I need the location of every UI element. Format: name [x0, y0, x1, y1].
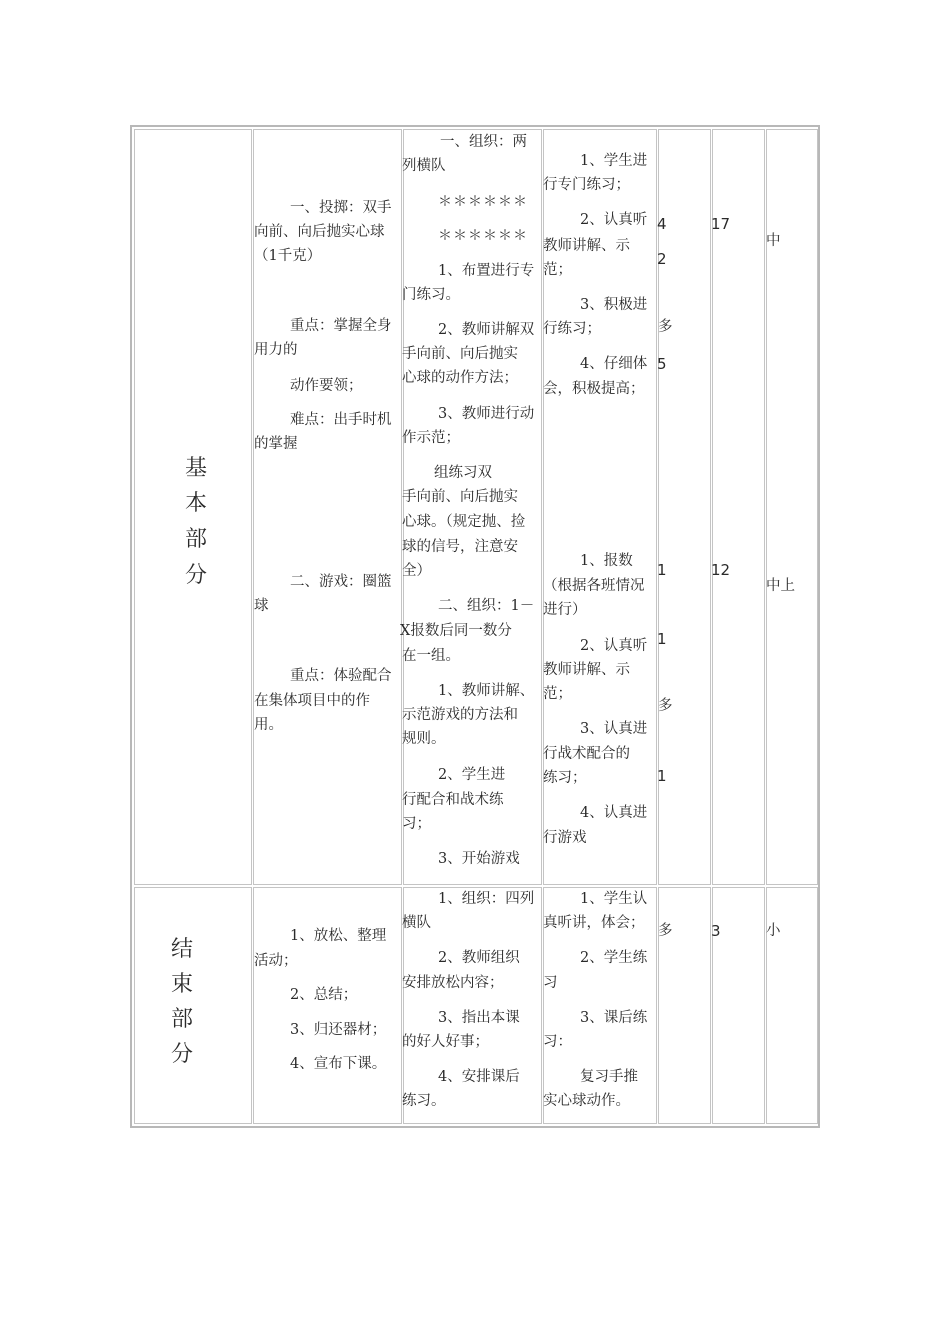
teacher-line: 手向前、向后抛实: [402, 346, 518, 362]
teacher-line: 心球的动作方法；: [402, 370, 518, 386]
time-value: 3: [711, 922, 721, 940]
teacher-line: 3、开始游戏: [438, 851, 520, 867]
student-line: 实心球动作。: [543, 1093, 630, 1109]
teacher-line: 4、安排课后: [438, 1069, 520, 1085]
teacher-line: 作示范；: [402, 430, 460, 446]
count-value: 1: [657, 561, 667, 579]
teacher-line: 的好人好事；: [402, 1034, 489, 1050]
count-value: 2: [657, 250, 667, 268]
student-line: 范；: [543, 262, 572, 278]
count-value: 多: [658, 698, 673, 714]
time-value: 12: [711, 561, 731, 579]
content-line: 4、宣布下课。: [290, 1056, 387, 1072]
content-line: （1千克）: [254, 248, 322, 264]
section-label-char: 部: [170, 1007, 193, 1032]
student-line: 教师讲解、示: [543, 662, 630, 678]
row1-time-cell: [712, 129, 765, 885]
student-line: 3、积极进: [580, 297, 648, 313]
content-line: 重点：掌握全身: [290, 318, 392, 334]
student-line: 行专门练习；: [543, 177, 630, 193]
content-line: 2、总结；: [290, 987, 358, 1003]
section-label-char: 本: [184, 491, 207, 516]
time-value: 17: [711, 215, 731, 233]
student-line: 行练习；: [543, 321, 601, 337]
student-line: 范；: [543, 686, 572, 702]
student-line: 习：: [543, 1034, 572, 1050]
content-line: 难点：出手时机: [290, 412, 392, 428]
count-value: 1: [657, 630, 667, 648]
teacher-line: 2、教师讲解双: [438, 322, 535, 338]
teacher-line: 在一组。: [402, 648, 460, 664]
content-line: 球: [254, 598, 269, 614]
teacher-line: 行配合和战术练: [402, 792, 504, 808]
section-label-char: 结: [170, 937, 193, 962]
teacher-line: 3、教师进行动: [438, 406, 535, 422]
teacher-line: ＊＊＊＊＊＊: [438, 228, 528, 244]
teacher-line: 门练习。: [402, 287, 460, 303]
content-line: 3、归还器材；: [290, 1022, 387, 1038]
teacher-line: 手向前、向后抛实: [402, 489, 518, 505]
section-label-char: 基: [184, 456, 207, 481]
content-line: 二、游戏：圈篮: [290, 574, 392, 590]
content-line: 活动；: [254, 953, 298, 969]
student-line: 2、学生练: [580, 950, 648, 966]
teacher-line: 1、教师讲解、: [438, 683, 535, 699]
content-line: 用。: [254, 717, 283, 733]
student-line: 2、认真听: [580, 638, 648, 654]
teacher-line: 列横队: [402, 158, 446, 174]
student-line: 1、报数: [580, 553, 633, 569]
student-line: 复习手推: [580, 1069, 638, 1085]
intensity-value: 小: [766, 923, 781, 939]
content-line: 动作要领；: [290, 378, 363, 394]
student-line: 习: [543, 975, 558, 991]
student-line: 行游戏: [543, 830, 587, 846]
student-line: 4、仔细体: [580, 356, 648, 372]
student-line: 教师讲解、示: [543, 238, 630, 254]
teacher-line: 1、组织：四列: [438, 891, 535, 907]
student-line: 3、认真进: [580, 721, 648, 737]
section-label-char: 分: [170, 1042, 193, 1067]
teacher-line: 组练习双: [434, 465, 492, 481]
teacher-line: 习；: [402, 816, 431, 832]
teacher-line: 一、组织：两: [440, 134, 527, 150]
count-value: 5: [657, 355, 667, 373]
count-value: 4: [657, 215, 667, 233]
teacher-line: 二、组织：1－: [438, 598, 535, 614]
teacher-line: 横队: [402, 915, 431, 931]
section-label-char: 部: [184, 527, 207, 552]
intensity-value: 中上: [766, 578, 795, 594]
content-line: 重点：体验配合: [290, 668, 392, 684]
section-label-char: 束: [170, 972, 193, 997]
row1-content-cell: [253, 129, 402, 885]
section-label-char: 分: [184, 563, 207, 588]
student-line: 行战术配合的: [543, 746, 630, 762]
count-value: 1: [657, 767, 667, 785]
student-line: 真听讲，体会；: [543, 915, 645, 931]
teacher-line: 练习。: [402, 1093, 446, 1109]
student-line: （根据各班情况: [543, 578, 645, 594]
student-line: 4、认真进: [580, 805, 648, 821]
teacher-line: 2、学生进: [438, 767, 506, 783]
count-value: 多: [658, 923, 673, 939]
content-line: 向前、向后抛实心球: [254, 224, 385, 240]
content-line: 的掌握: [254, 436, 298, 452]
content-line: 用力的: [254, 342, 298, 358]
student-line: 1、学生进: [580, 153, 648, 169]
student-line: 1、学生认: [580, 891, 648, 907]
row2-content-cell: [253, 887, 402, 1124]
student-line: 2、认真听: [580, 212, 648, 228]
student-line: 会，积极提高；: [543, 381, 645, 397]
teacher-line: 2、教师组织: [438, 950, 520, 966]
content-line: 一、投掷：双手: [290, 200, 392, 216]
student-line: 进行）: [543, 602, 587, 618]
teacher-line: 1、布置进行专: [438, 263, 535, 279]
teacher-line: 安排放松内容；: [402, 975, 504, 991]
content-line: 在集体项目中的作: [254, 693, 370, 709]
content-line: 1、放松、整理: [290, 928, 387, 944]
teacher-line: 心球。（规定抛、捡: [402, 514, 526, 530]
teacher-line: 规则。: [402, 731, 446, 747]
student-line: 练习；: [543, 770, 587, 786]
teacher-line: X报数后同一数分: [400, 623, 512, 639]
teacher-line: 全）: [402, 563, 431, 579]
count-value: 多: [658, 319, 673, 335]
intensity-value: 中: [766, 233, 781, 249]
teacher-line: 示范游戏的方法和: [402, 707, 518, 723]
teacher-line: 球的信号，注意安: [402, 539, 518, 555]
teacher-line: 3、指出本课: [438, 1010, 520, 1026]
teacher-line: ＊＊＊＊＊＊: [438, 194, 528, 210]
student-line: 3、课后练: [580, 1010, 648, 1026]
